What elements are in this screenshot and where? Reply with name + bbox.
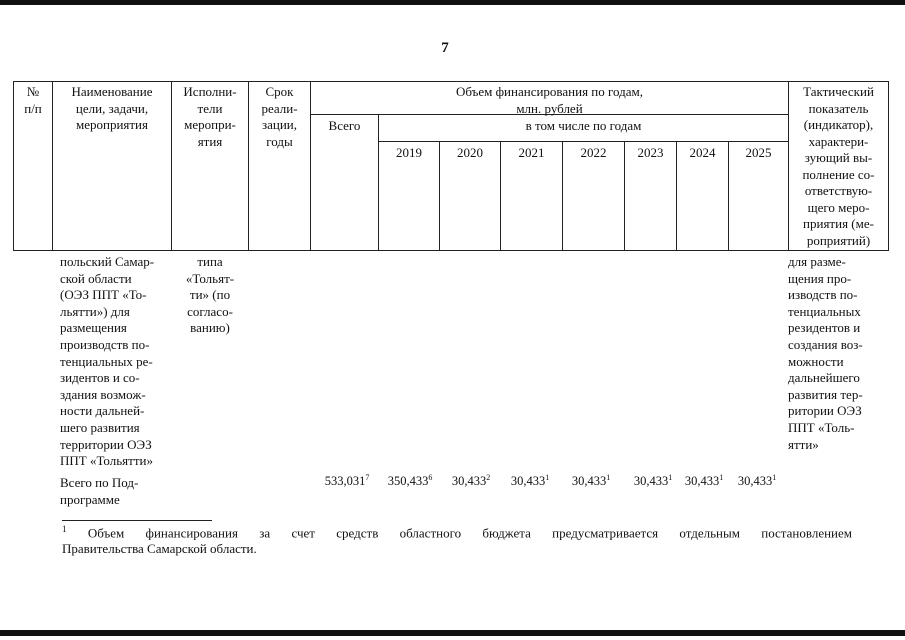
header-col-number: № п/п [24, 84, 42, 116]
header-year-2019: 2019 [396, 145, 422, 160]
header-year-2021: 2021 [518, 145, 545, 160]
year-2023-value: 30,433$^1$ [633, 473, 673, 489]
bottom-border-rule [0, 630, 905, 636]
header-year-2024: 2024 [689, 145, 716, 160]
footnote-line-2: Правительства Самарской области. [62, 541, 257, 556]
row-indicator-text: для разме- щения про- изводств по- тенциальных резидентов и создания воз- можности дальнейшего развития тер- ритории ОЭЗ ППТ «Толь- ятти» [788, 254, 863, 452]
year-2024-value: 30,433$^1$ [684, 473, 724, 489]
total-value: 533,031$^7$ [324, 473, 370, 489]
page-number: 7 [441, 40, 449, 56]
header-col-executor: Исполни- тели меропри- ятия [183, 84, 237, 149]
header-col-by-year: в том числе по годам [525, 118, 642, 133]
header-year-2020: 2020 [457, 145, 483, 160]
footnote-line-1: $^1$ Объем финансирования за счет средств областного бюджета предусматривается отдельным постановлением [62, 524, 852, 541]
total-row-label: Всего по Под- программе [60, 475, 139, 507]
header-col-indicator: Тактический показатель (индикатор), характери- зующий вы- полнение со- ответствую- щего меро- приятия (ме- роприятий) [802, 84, 875, 248]
header-col-name: Наименование цели, задачи, мероприятия [71, 84, 153, 132]
header-col-total: Всего [328, 118, 361, 133]
header-year-2022: 2022 [580, 145, 607, 160]
header-col-term: Срок реали- зации, годы [261, 84, 298, 149]
year-2025-value: 30,433$^1$ [737, 473, 777, 489]
year-2021-value: 30,433$^1$ [510, 473, 550, 489]
year-2020-value: 30,433$^2$ [451, 473, 491, 489]
row-name-text: польский Самар- ской области (ОЭЗ ППТ «То- льятти») для размещения производств по- тенциальных ре- зидентов и со- здания возмож- ности дальней- шего развития территории ОЭЗ ППТ «Тольятти» [60, 254, 155, 469]
row-executor-text: типа «Тольят- ти» (по согласо- ванию) [185, 254, 235, 336]
year-2022-value: 30,433$^1$ [571, 473, 611, 489]
header-year-2025: 2025 [745, 145, 772, 160]
header-year-2023: 2023 [637, 145, 664, 160]
year-2019-value: 350,433$^6$ [387, 473, 433, 489]
header-col-funding: Объем финансирования по годам, млн. рублей [455, 84, 644, 116]
